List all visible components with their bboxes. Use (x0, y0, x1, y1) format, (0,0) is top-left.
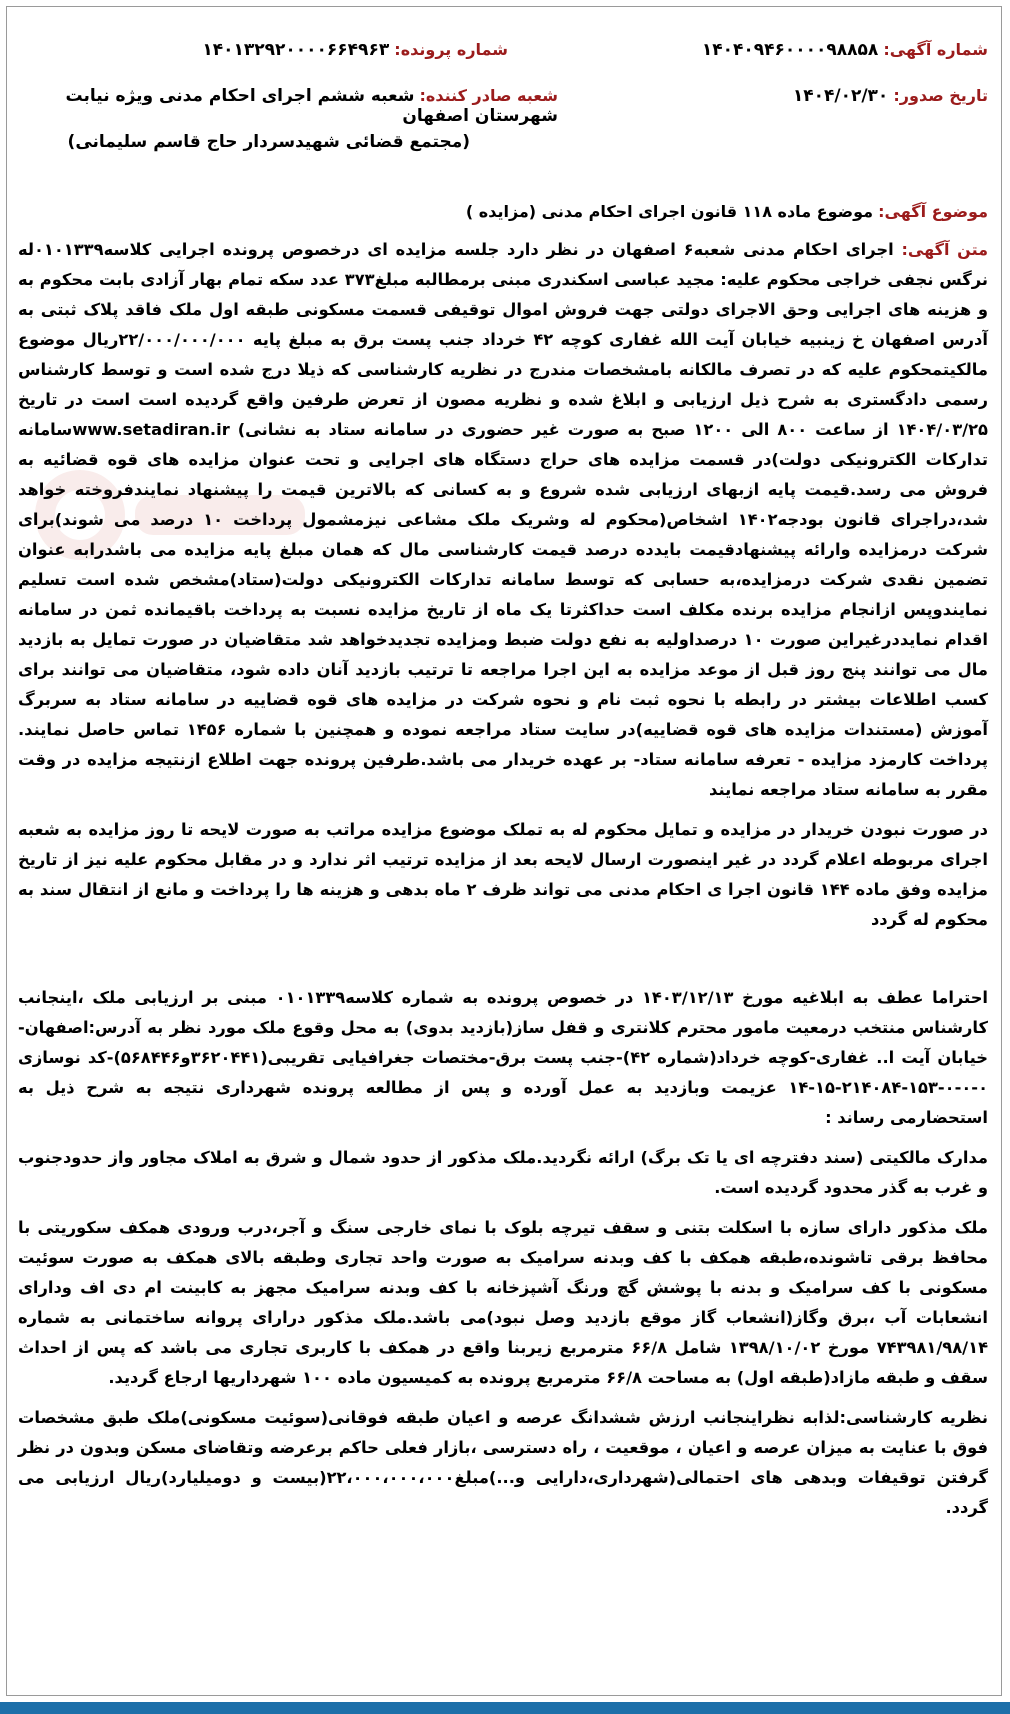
issue-date-label: تاریخ صدور: (893, 86, 988, 105)
body-paragraph-1 (18, 235, 988, 805)
notice-document (18, 40, 988, 1523)
case-number-label: شماره پرونده: (394, 40, 508, 59)
body-paragraph-2: در صورت نبودن خریدار در مزایده و تمایل محکوم له به تملک موضوع مزایده مراتب به صورت لایحه تا روز مزایده به شعبه اجرای مربوطه اعلام گردد در غیر اینصورت ارسال لایحه بعد از مزایده ترتیب اثر ندارد و در مقابل محکوم علیه نیز از تاریخ مزایده وفق ماده ۱۴۴ قانون اجرا ی احکام مدنی می تواند ظرف ۲ ماه بدهی و هزینه ها را پرداخت و مانع از انتقال سند به محکوم له گردد (18, 820, 989, 929)
subject-line (18, 202, 988, 221)
body-paragraph-1-text: اجرای احکام مدنی شعبه۶ اصفهان در نظر دارد جلسه مزایده ای درخصوص پرونده اجرایی کلاسه۰۱۰۱۳۳۹له نرگس نجفی خراجی محکوم علیه: مجید عباسی اسکندری مبنی برمطالبه مبلغ۳۷۳ عدد سکه تمام بهار آزادی بابت محکوم به و هزینه های اجرایی وحق الاجرای دولتی جهت فروش اموال توقیفی قسمت مسکونی طبقه اول ملک فاقد پلاک ثبتی به آدرس اصفهان خ زینبیه خیابان آیت الله غفاری کوچه ۴۲ خرداد جنب پست برق به مبلغ پایه ۲۲/۰۰۰/۰۰۰/۰۰۰ریال موضوع مالکیتمحکوم علیه که در تصرف مالکانه بامشخصات مندرج در نظریه کارشناسی که ذیلا درج شده است و توسط کارشناس رسمی دادگستری به شرح ذیل ارزیابی و ابلاغ شده و نظریه مصون از تعرض طرفین واقع گردیده است است در تاریخ ۱۴۰۴/۰۳/۲۵ از ساعت ۸۰۰ الی ۱۲۰۰ صبح به صورت غیر حضوری در سامانه ستاد به نشانی) www.setadiran.irسامانه تدارکات الکترونیکی دولت)در قسمت مزایده های حراج دستگاه های اجرایی و تحت عنوان مزایده های قوه قضائیه به فروش می رسد.قیمت پایه ازبهای ارزیابی شده شروع و به کسانی که بالاترین قیمت را پیشنهاد نمایندفروخته خواهد شد،دراجرای قانون بودجه۱۴۰۲ اشخاص(محکوم له وشریک ملک مشاعی نیزمشمول پرداخت ۱۰ درصد می شوند)برای شرکت درمزایده وارائه پیشنهادقیمت بایدده درصد قیمت کارشناسی مال که همان مبلغ پایه مزایده می باشدرابه عنوان تضمین نقدی شرکت درمزایده،به حسابی که توسط سامانه تدارکات الکترونیکی دولت(ستاد)مشخص شده است تسلیم نمایندوپس ازانجام مزایده برنده مکلف است حداکثرتا یک ماه از تاریخ مزایده نسبت به پرداخت باقیمانده ثمن در سامانه اقدام نمایددرغیراین صورت ۱۰ درصداولیه به نفع دولت ضبط ومزایده تجدیدخواهد شد متقاضیان در صورت تمایل به بازدید مال می توانند پنج روز قبل از موعد مزایده به این اجرا مراجعه تا ترتیب بازدید آنان داده شود، متقاضیان می توانند برای کسب اطلاعات بیشتر در رابطه با نحوه ثبت نام و نحوه شرکت در مزایده های قوه قضاییه در سامانه ستاد به سربرگ آموزش (مستندات مزایده های قوه قضاییه)در سایت ستاد مراجعه نموده و همچنین با شماره ۱۴۵۶ تماس حاصل نمایند. پرداخت کارمزد مزایده - تعرفه سامانه ستاد- بر عهده خریدار می باشد.طرفین پرونده جهت اطلاع ازنتیجه مزایده در وقت مقرر به سامانه ستاد مراجعه نمایند (18, 240, 989, 799)
case-number-block (18, 40, 638, 60)
body-paragraph-4: مدارک مالکیتی (سند دفترچه ای یا تک برگ) ارائه نگردید.ملک مذکور از حدود شمال و شرق به املاک مجاور واز حدودجنوب و غرب به گذر محدود گردیده است. (18, 1148, 988, 1197)
ad-number: ۱۴۰۴۰۹۴۶۰۰۰۰۹۸۸۵۸ (701, 40, 879, 60)
issuer-label: شعبه صادر کننده: (419, 86, 558, 105)
issuer-block (18, 86, 638, 152)
body-paragraph-3: احتراما عطف به ابلاغیه مورخ ۱۴۰۳/۱۲/۱۳ در خصوص پرونده به شماره کلاسه۰۱۰۱۳۳۹ مبنی بر ارزیابی ملک ،اینجانب کارشناس منتخب درمعیت مامور محترم کلانتری و قفل ساز(بازدید بدوی) به محل وقوع ملک مورد نظر به آدرس:اصفهان-خیابان آیت ا.. غفاری-کوچه خرداد(شماره ۴۲)-جنب پست برق-مختصات جغرافیایی تقریبی(۳۶۲۰۴۴۱و۵۶۸۴۴۶)-کد نوسازی ۰-۰-۰-۱۵۳-۲۱۴۰۸۴-۱۵-۱۴ عزیمت وبازدید به عمل آورده و پس از مطالعه پرونده شهرداری نتیجه به شرح ذیل به استحضارمی رساند : (18, 988, 989, 1127)
ad-number-block (688, 40, 988, 60)
issue-date: ۱۴۰۴/۰۲/۳۰ (792, 86, 889, 106)
subject-label: موضوع آگهی: (878, 202, 988, 221)
bottom-bar (0, 1702, 1010, 1714)
issuer-line-1: شعبه ششم اجرای احکام مدنی ویژه نیابت شهرستان اصفهان (65, 86, 558, 126)
ad-number-label: شماره آگهی: (883, 40, 988, 59)
case-number: ۱۴۰۱۳۲۹۲۰۰۰۰۶۶۴۹۶۳ (202, 40, 390, 60)
notice-body (18, 235, 988, 1523)
header-row-1 (18, 40, 988, 60)
issue-date-block (688, 86, 988, 152)
header-row-2 (18, 86, 988, 152)
body-label: متن آگهی: (901, 240, 989, 259)
body-paragraph-6: نظریه کارشناسی:لذابه نظراینجانب ارزش ششدانگ عرصه و اعیان طبقه فوقانی(سوئیت مسکونی)ملک طبق مشخصات فوق با عنایت به میزان عرصه و اعیان ، موقعیت ، راه دسترسی ،بازار فعلی حاکم برعرضه وتقاضای مسکن وبدون در نظر گرفتن توقیفات وبدهی های احتمالی(شهرداری،دارایی و...)مبلغ۲۲،۰۰۰،۰۰۰،۰۰۰(بیست و دومیلیارد)ریال ارزیابی می گردد. (18, 1408, 988, 1517)
body-paragraph-5: ملک مذکور دارای سازه با اسکلت بتنی و سقف تیرچه بلوک با نمای خارجی سنگ و آجر،درب ورودی همکف سکوریتی با محافظ برقی تاشونده،طبقه همکف با کف وبدنه سرامیک به صورت واحد تجاری وطبقه بالای همکف به صورت سوئیت مسکونی با کف سرامیک و بدنه با پوشش گچ ورنگ آشپزخانه با کف وبدنه سرامیک مجهز به کابینت ام دی اف ودارای انشعابات آب ،برق وگاز(انشعاب گاز موقع بازدید وصل نبود)می باشد.ملک مذکور درارای پروانه ساختمانی به شماره ۷۴۳۹۸۱/۹۸/۱۴ مورخ ۱۳۹۸/۱۰/۰۲ شامل ۶۶/۸ مترمربع زیربنا واقع در همکف با کاربری تجاری می باشد که پس از احداث سقف و طبقه مازاد(طبقه اول) به مساحت ۶۶/۸ مترمربع پرونده به کمیسیون ماده ۱۰۰ شهرداریها ارجاع گردید. (18, 1218, 989, 1387)
issuer-line-2: (مجتمع قضائی شهیدسردار حاج قاسم سلیمانی) (67, 132, 470, 152)
subject-text: موضوع ماده ۱۱۸ قانون اجرای احکام مدنی (مزایده ) (465, 202, 874, 221)
